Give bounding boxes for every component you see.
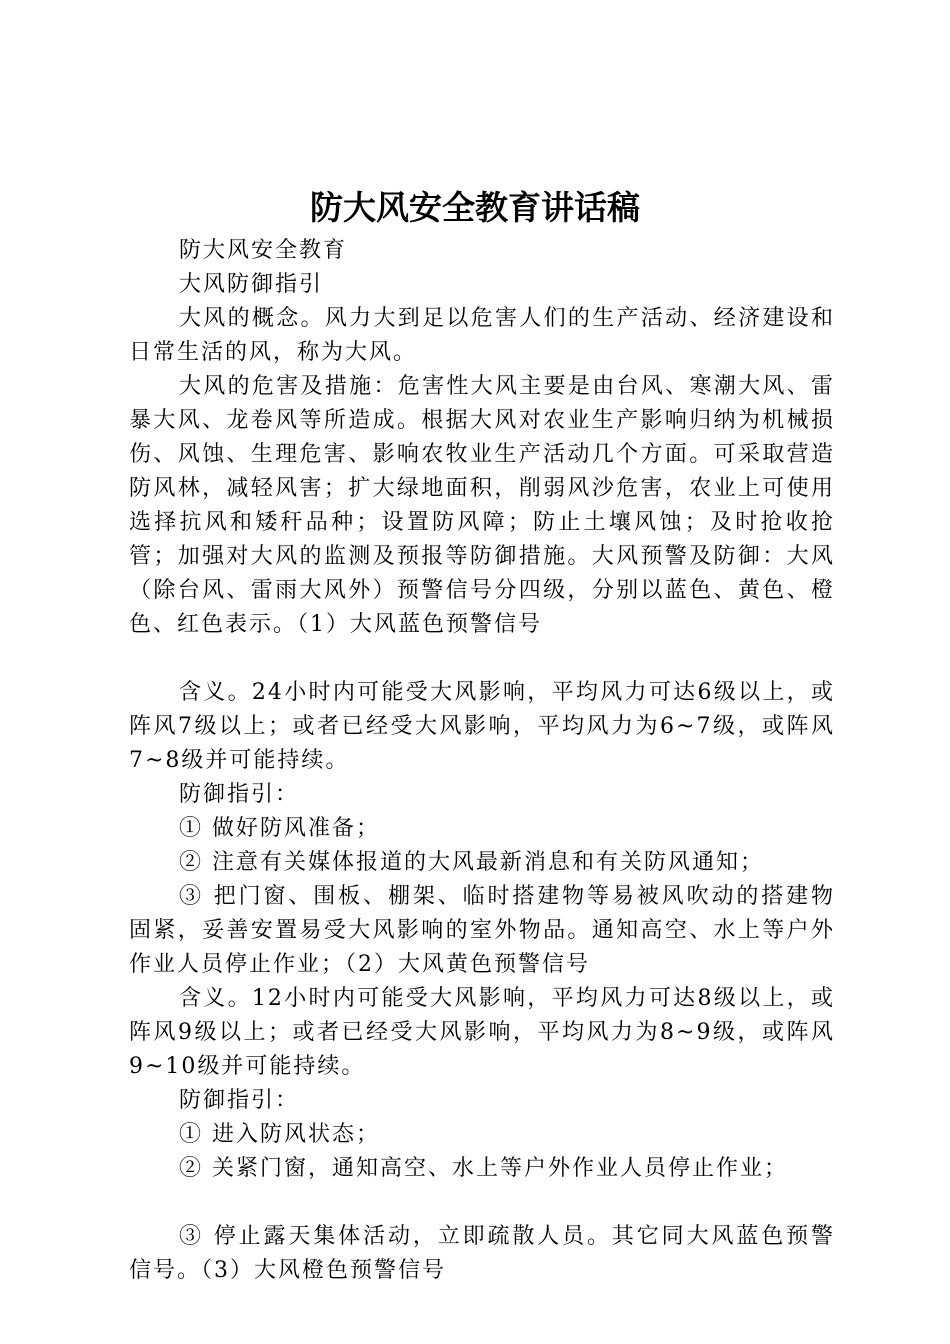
list-item: ③ 把门窗、围板、棚架、临时搭建物等易被风吹动的搭建物固紧，妥善安置易受大风影响的室外物品。通知高空、水上等户外作业人员停止作业；（2）大风黄色预警信号 — [129, 884, 835, 977]
list-item: ② 关紧门窗，通知高空、水上等户外作业人员停止作业； — [179, 1156, 788, 1181]
list-item: ① 进入防风状态； — [179, 1122, 380, 1147]
paragraph: 大风的危害及措施：危害性大风主要是由台风、寒潮大风、雷暴大风、龙卷风等所造成。根据大风对农业生产影响归纳为机械损伤、风蚀、生理危害、影响农牧业生产活动几个方面。可采取营造防风林，减轻风害；扩大绿地面积，削弱风沙危害，农业上可使用选择抗风和矮秆品种；设置防风障；防止土壤风蚀；及时抢收抢管；加强对大风的监测及预报等防御措施。大风预警及防御：大风（除台风、雷雨大风外）预警信号分四级，分别以蓝色、黄色、橙色、红色表示。（1）大风蓝色预警信号 — [129, 374, 835, 637]
list-item: ② 注意有关媒体报道的大风最新消息和有关防风通知； — [179, 850, 764, 875]
document-body — [129, 234, 835, 1288]
list-item: ③ 停止露天集体活动，立即疏散人员。其它同大风蓝色预警信号。（3）大风橙色预警信号 — [129, 1224, 835, 1283]
document-title: 防大风安全教育讲话稿 — [310, 188, 640, 227]
paragraph: 含义。12小时内可能受大风影响，平均风力可达8级以上，或阵风9级以上；或者已经受大风影响，平均风力为8~9级，或阵风9~10级并可能持续。 — [129, 986, 835, 1079]
paragraph: 大风防御指引 — [179, 272, 324, 297]
paragraph: 含义。24小时内可能受大风影响，平均风力可达6级以上，或阵风7级以上；或者已经受大风影响，平均风力为6~7级，或阵风7~8级并可能持续。 — [129, 680, 835, 773]
paragraph: 防大风安全教育 — [179, 238, 348, 263]
paragraph: 防御指引： — [179, 782, 300, 807]
paragraph: 防御指引： — [179, 1088, 300, 1113]
list-item: ① 做好防风准备； — [179, 816, 380, 841]
paragraph: 大风的概念。风力大到足以危害人们的生产活动、经济建设和日常生活的风，称为大风。 — [129, 306, 835, 365]
